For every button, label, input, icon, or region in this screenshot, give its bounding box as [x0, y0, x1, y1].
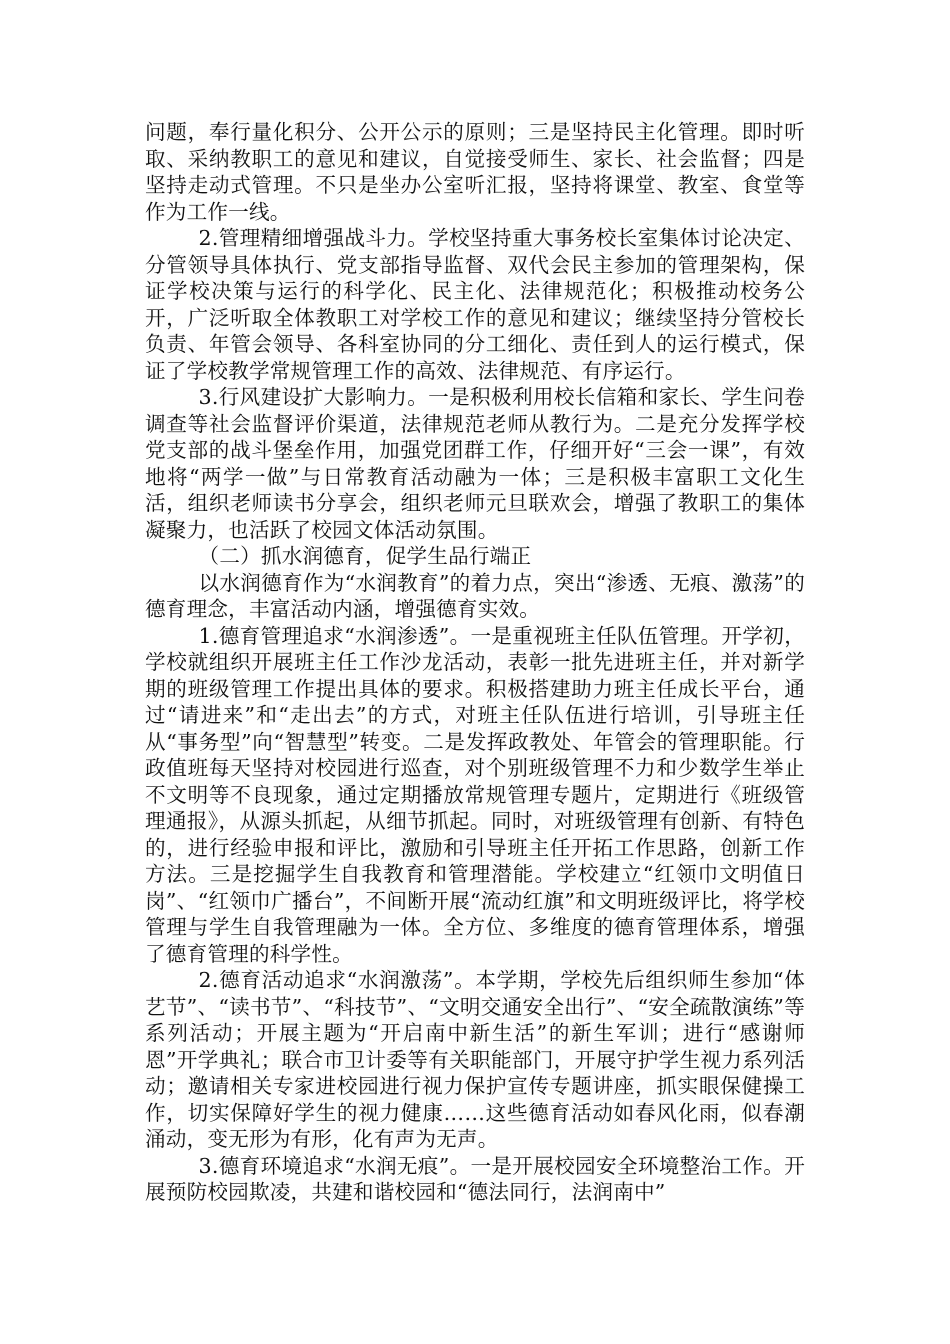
paragraph-management-refinement: 2.管理精细增强战斗力。学校坚持重大事务校长室集体讨论决定、分管领导具体执行、党支部指导监督、双代会民主参加的管理架构，保证学校决策与运行的科学化、民主化、法律规范化；积极推动校务公开，广泛听取全体教职工对学校工作的意见和建议；继续坚持分管校长负责、年管会领导、各科室协同的分工细化、责任到人的运行模式，保证了学校教学常规管理工作的高效、法律规范、有序运行。: [145, 226, 805, 383]
document-page: [145, 119, 805, 1206]
paragraph-conduct-building: 3.行风建设扩大影响力。一是积极利用校长信箱和家长、学生问卷调查等社会监督评价渠道，法律规范老师从教行为。二是充分发挥学校党支部的战斗堡垒作用，加强党团群工作，仔细开好“三会一课”，有效地将“两学一做”与日常教育活动融为一体；三是积极丰富职工文化生活，组织老师读书分享会，组织老师元旦联欢会，增强了教职工的集体凝聚力，也活跃了校园文体活动氛围。: [145, 385, 805, 542]
section-heading: （二）抓水润德育，促学生品行端正: [198, 544, 532, 568]
paragraph-moral-education-intro: 以水润德育作为“水润教育”的着力点，突出“渗透、无痕、激荡”的德育理念，丰富活动内涵，增强德育实效。: [145, 570, 805, 621]
paragraph-moral-activities: 2.德育活动追求“水润激荡”。本学期，学校先后组织师生参加“体艺节”、“读书节”、“科技节”、“文明交通安全出行”、“安全疏散演练”等系列活动；开展主题为“开启南中新生活”的新生军训；进行“感谢师恩”开学典礼；联合市卫计委等有关职能部门，开展守护学生视力系列活动；邀请相关专家进校园进行视力保护宣传专题讲座，抓实眼保健操工作，切实保障好学生的视力健康……这些德育活动如春风化雨，似春潮涌动，变无形为有形，化有声为无声。: [145, 968, 805, 1151]
paragraph-moral-environment: 3.德育环境追求“水润无痕”。一是开展校园安全环境整治工作。开展预防校园欺凌，共建和谐校园和“德法同行，法润南中”: [145, 1153, 805, 1204]
paragraph-continued: 问题，奉行量化积分、公开公示的原则；三是坚持民主化管理。即时听取、采纳教职工的意见和建议，自觉接受师生、家长、社会监督；四是坚持走动式管理。不只是坐办公室听汇报，坚持将课堂、教室、食堂等作为工作一线。: [145, 120, 805, 224]
paragraph-moral-management: 1.德育管理追求“水润渗透”。一是重视班主任队伍管理。开学初，学校就组织开展班主任工作沙龙活动，表彰一批先进班主任，并对新学期的班级管理工作提出具体的要求。积极搭建助力班主任成长平台，通过“请进来”和“走出去”的方式，对班主任队伍进行培训，引导班主任从“事务型”向“智慧型”转变。二是发挥政教处、年管会的管理职能。行政值班每天坚持对校园进行巡查，对个别班级管理不力和少数学生举止不文明等不良现象，通过定期播放常规管理专题片，定期进行《班级管理通报》，从源头抓起，从细节抓起。同时，对班级管理有创新、有特色的，进行经验申报和评比，激励和引导班主任开拓工作思路，创新工作方法。三是挖掘学生自我教育和管理潜能。学校建立“红领巾文明值日岗”、“红领巾广播台”，不间断开展“流动红旗”和文明班级评比，将学校管理与学生自我管理融为一体。全方位、多维度的德育管理体系，增强了德育管理的科学性。: [145, 623, 805, 966]
